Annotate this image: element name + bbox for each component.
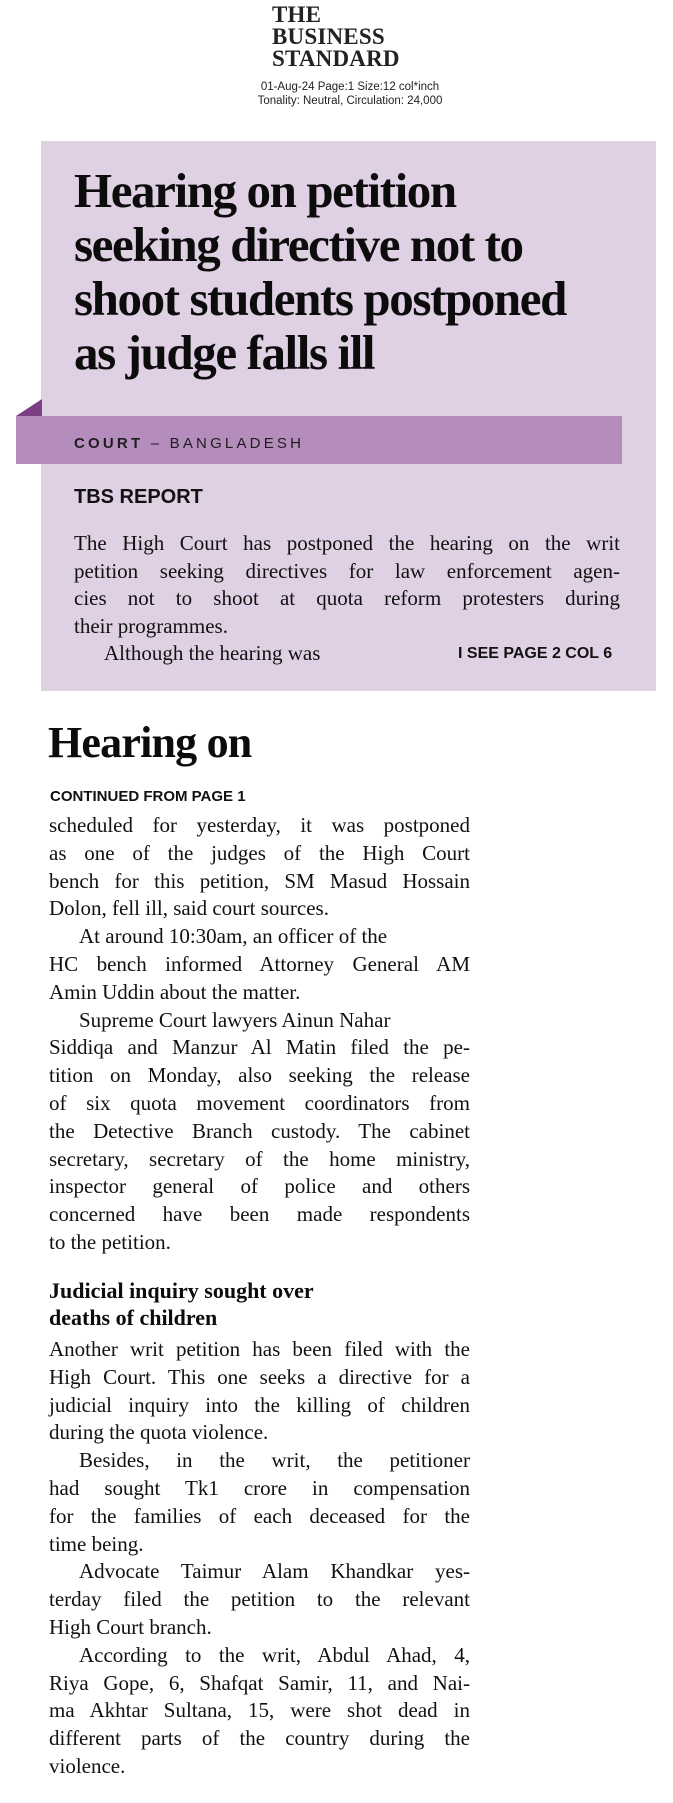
body-line: to the petition. bbox=[49, 1229, 171, 1254]
body-line: judicial inquiry into the killing of children bbox=[49, 1392, 470, 1417]
body-line: HC bench informed Attorney General AM bbox=[49, 951, 470, 976]
body-line: during the quota violence. bbox=[49, 1420, 269, 1445]
metadata-line: 01-Aug-24 Page:1 Size:12 col*inch bbox=[260, 81, 440, 93]
body-line: bench for this petition, SM Masud Hossain bbox=[49, 868, 470, 893]
body-line: had sought Tk1 crore in compensation bbox=[49, 1475, 470, 1500]
section-label bbox=[74, 435, 304, 452]
body-line: for the families of each deceased for the bbox=[49, 1503, 470, 1528]
body-line: of six quota movement coordinators from bbox=[49, 1090, 470, 1115]
headline bbox=[74, 164, 644, 380]
jump-reference: I SEE PAGE 2 COL 6 bbox=[458, 645, 613, 662]
body-line: secretary, secretary of the home ministry, bbox=[49, 1146, 470, 1171]
body-line: terday filed the petition to the relevant bbox=[49, 1587, 470, 1612]
headline-line: shoot students postponed bbox=[74, 271, 566, 326]
continuation-body-2 bbox=[49, 1336, 470, 1781]
subheading bbox=[49, 1277, 470, 1331]
byline: TBS REPORT bbox=[74, 486, 203, 508]
masthead bbox=[0, 0, 673, 120]
headline-line: seeking directive not to bbox=[74, 217, 523, 272]
body-line: tition on Monday, also seeking the release bbox=[49, 1063, 470, 1088]
lead-line: Although the hearing was bbox=[104, 641, 321, 665]
headline-line: as judge falls ill bbox=[74, 325, 375, 380]
body-line: High Court branch. bbox=[49, 1614, 212, 1639]
body-line: Amin Uddin about the matter. bbox=[49, 979, 301, 1004]
lead-line: The High Court has postponed the hearing on the writ bbox=[74, 531, 620, 555]
body-line: different parts of the country during the bbox=[49, 1726, 470, 1751]
body-line: concerned have been made respondents bbox=[49, 1202, 470, 1227]
section-category: COURT bbox=[74, 435, 144, 452]
metadata-line: Tonality: Neutral, Circulation: 24,000 bbox=[257, 95, 443, 107]
section-region: BANGLADESH bbox=[169, 435, 305, 452]
publication-logo bbox=[272, 4, 412, 70]
body-line: as one of the judges of the High Court bbox=[49, 840, 470, 865]
body-line: At around 10:30am, an officer of the bbox=[79, 924, 388, 949]
body-line: scheduled for yesterday, it was postponed bbox=[49, 813, 470, 837]
body-line: Riya Gope, 6, Shafqat Samir, 11, and Nai- bbox=[49, 1670, 470, 1695]
body-line: Dolon, fell ill, said court sources. bbox=[49, 896, 329, 921]
section-separator: – bbox=[150, 435, 163, 452]
subheading-line: Judicial inquiry sought over bbox=[49, 1278, 314, 1303]
continuation-heading: Hearing on bbox=[48, 718, 252, 767]
continued-label: CONTINUED FROM PAGE 1 bbox=[50, 788, 246, 805]
lead-line: their programmes. bbox=[74, 613, 228, 638]
body-line: Besides, in the writ, the petitioner bbox=[79, 1448, 470, 1473]
clipping-metadata bbox=[200, 80, 500, 108]
logo-line: STANDARD bbox=[272, 46, 400, 71]
body-line: High Court. This one seeks a directive for a bbox=[49, 1364, 470, 1389]
lead-line: cies not to shoot at quota reform protesters during bbox=[74, 586, 620, 610]
ribbon-fold bbox=[16, 399, 42, 416]
logo-line: BUSINESS bbox=[272, 24, 385, 49]
lead-line: petition seeking directives for law enforcement agen- bbox=[74, 558, 620, 583]
body-line: the Detective Branch custody. The cabinet bbox=[49, 1118, 470, 1143]
body-line: Advocate Taimur Alam Khandkar yes- bbox=[79, 1559, 470, 1584]
body-line: Siddiqa and Manzur Al Matin filed the pe- bbox=[49, 1035, 470, 1060]
body-line: Another writ petition has been filed with the bbox=[49, 1337, 470, 1361]
body-line: Supreme Court lawyers Ainun Nahar bbox=[79, 1007, 391, 1032]
subheading-line: deaths of children bbox=[49, 1305, 218, 1330]
body-line: ma Akhtar Sultana, 15, were shot dead in bbox=[49, 1698, 470, 1723]
body-line: inspector general of police and others bbox=[49, 1174, 470, 1199]
body-line: violence. bbox=[49, 1753, 126, 1778]
body-line: time being. bbox=[49, 1531, 144, 1556]
logo-line: THE bbox=[272, 2, 322, 27]
headline-line: Hearing on petition bbox=[74, 163, 456, 218]
continuation-body bbox=[49, 812, 470, 1257]
body-line: According to the writ, Abdul Ahad, 4, bbox=[79, 1642, 470, 1667]
